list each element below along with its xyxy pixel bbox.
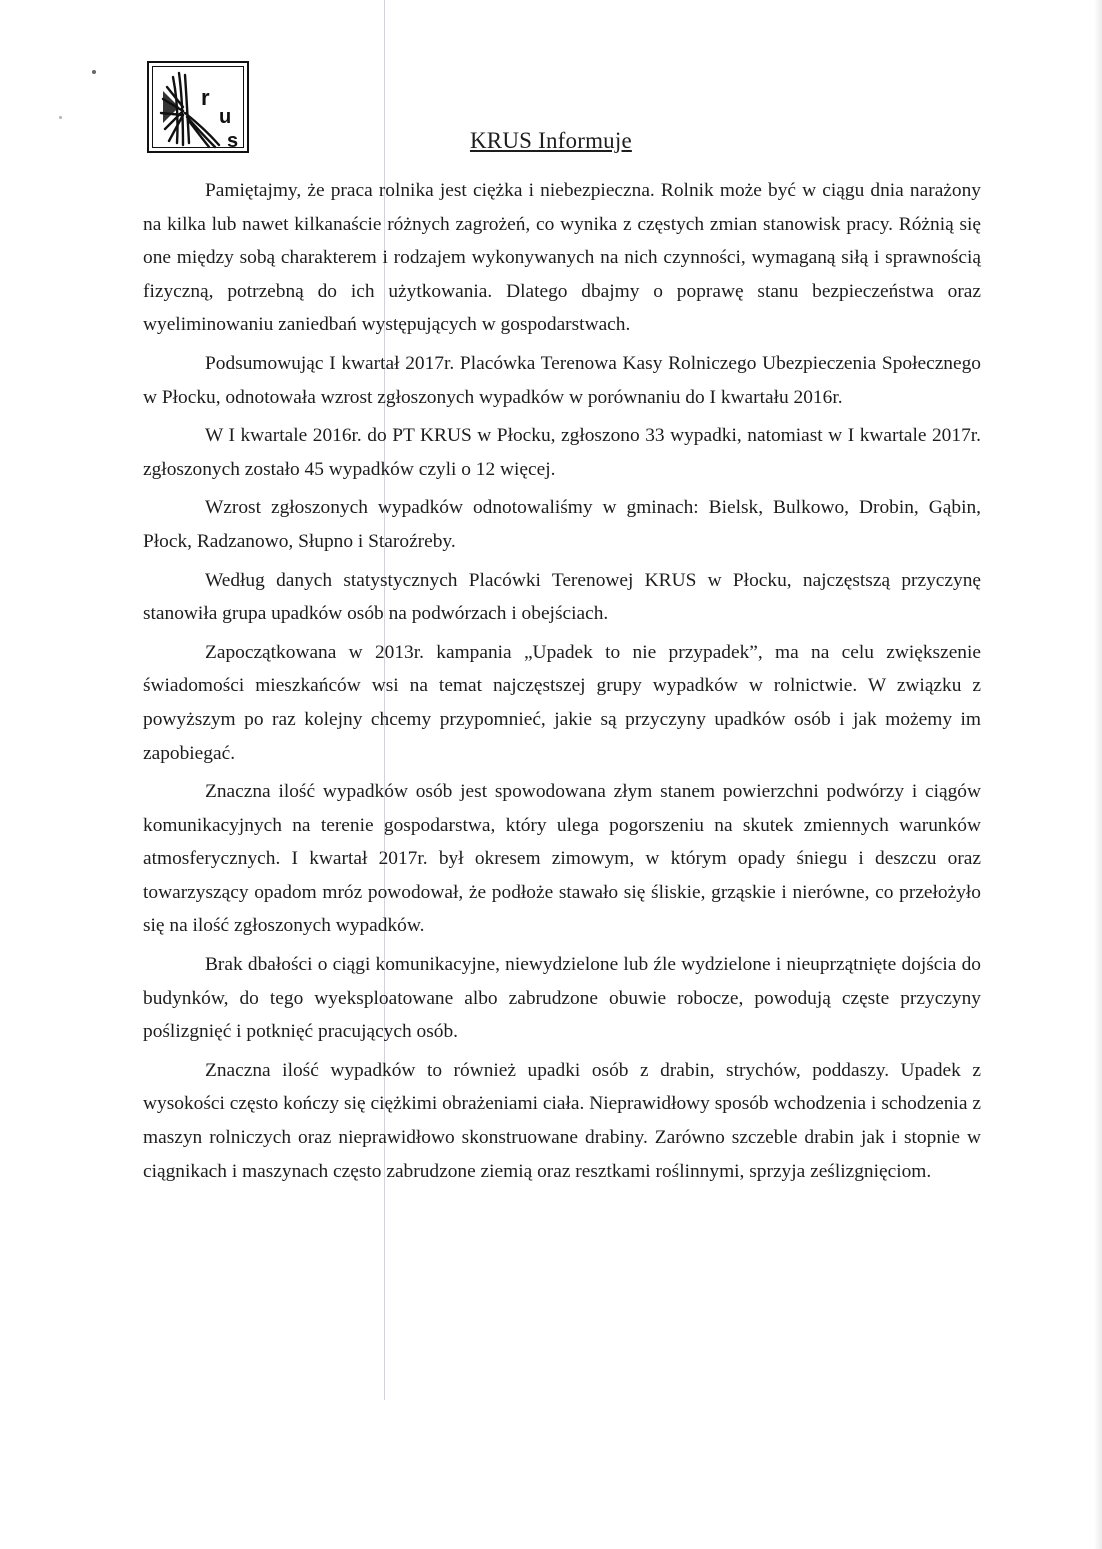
paragraph: Brak dbałości o ciągi komunikacyjne, niewydzielone lub źle wydzielone i nieuprzątnięte dojścia do budynków, do tego wyeksploatowane albo zabrudzone obuwie robocze, powodują częste przyczyny poślizgnięć i potknięć pracujących osób. <box>143 954 981 1043</box>
svg-text:r: r <box>201 85 210 110</box>
paragraph: Pamiętajmy, że praca rolnika jest ciężka i niebezpieczna. Rolnik może być w ciągu dnia narażony na kilka lub nawet kilkanaście różnych zagrożeń, co wynika z częstych zmian stanowisk pracy. Różnią się one między sobą charakterem i rodzajem wykonywanych na nich czynności, wymaganą siłą i sprawnością fizyczną, potrzebną do ich użytkowania. Dlatego dbajmy o poprawę stanu bezpieczeństwa oraz wyeliminowaniu zaniedbań występujących w gospodarstwach. <box>143 180 981 336</box>
paragraph: Wzrost zgłoszonych wypadków odnotowaliśmy w gminach: Bielsk, Bulkowo, Drobin, Gąbin, Płock, Radzanowo, Słupno i Staroźreby. <box>143 497 981 552</box>
scan-speck <box>92 70 96 74</box>
paragraph: Według danych statystycznych Placówki Terenowej KRUS w Płocku, najczęstszą przyczynę stanowiła grupa upadków osób na podwórzach i obejściach. <box>143 569 981 625</box>
paragraph: Znaczna ilość wypadków osób jest spowodowana złym stanem powierzchni podwórzy i ciągów komunikacyjnych na terenie gospodarstwa, który ulega pogorszeniu na skutek zmiennych warunków atmosferycznych. I kwartał 2017r. był okresem zimowym, w którym opady śniegu i deszczu oraz towarzyszący opadom mróz powodował, że podłoże stawało się śliskie, grząskie i nierówne, co przełożyło się na ilość zgłoszonych wypadków. <box>143 781 981 937</box>
paragraph: Zapoczątkowana w 2013r. kampania „Upadek to nie przypadek”, ma na celu zwiększenie świadomości mieszkańców wsi na temat najczęstszej grupy wypadków w rolnictwie. W związku z powyższym po raz kolejny chcemy przypomnieć, jakie są przyczyny upadków osób i jak możemy im zapobiegać. <box>143 641 981 764</box>
krus-logo-graphic <box>149 63 251 155</box>
paragraph: Podsumowując I kwartał 2017r. Placówka Terenowa Kasy Rolniczego Ubezpieczenia Społecznego w Płocku, odnotowała wzrost zgłoszonych wypadków w porównaniu do I kwartału 2016r. <box>143 352 981 408</box>
document-body <box>143 174 981 1188</box>
krus-logo <box>147 61 249 153</box>
scan-speck <box>59 116 62 119</box>
paragraph: W I kwartale 2016r. do PT KRUS w Płocku, zgłoszono 33 wypadki, natomiast w I kwartale 2017r. zgłoszonych zostało 45 wypadków czyli o 12 więcej. <box>143 425 981 480</box>
svg-text:s: s <box>227 130 239 152</box>
scan-edge-shadow <box>1094 0 1102 1549</box>
page-title: KRUS Informuje <box>470 128 632 153</box>
svg-text:u: u <box>219 106 232 128</box>
paragraph: Znaczna ilość wypadków to również upadki osób z drabin, strychów, poddaszy. Upadek z wysokości często kończy się ciężkimi obrażeniami ciała. Nieprawidłowy sposób wchodzenia i schodzenia z maszyn rolniczych oraz nieprawidłowo skonstruowane drabiny. Zarówno szczeble drabin jak i stopnie w ciągnikach i maszynach często zabrudzone ziemią oraz resztkami roślinnymi, sprzyja ześlizgnięciom. <box>143 1059 981 1182</box>
